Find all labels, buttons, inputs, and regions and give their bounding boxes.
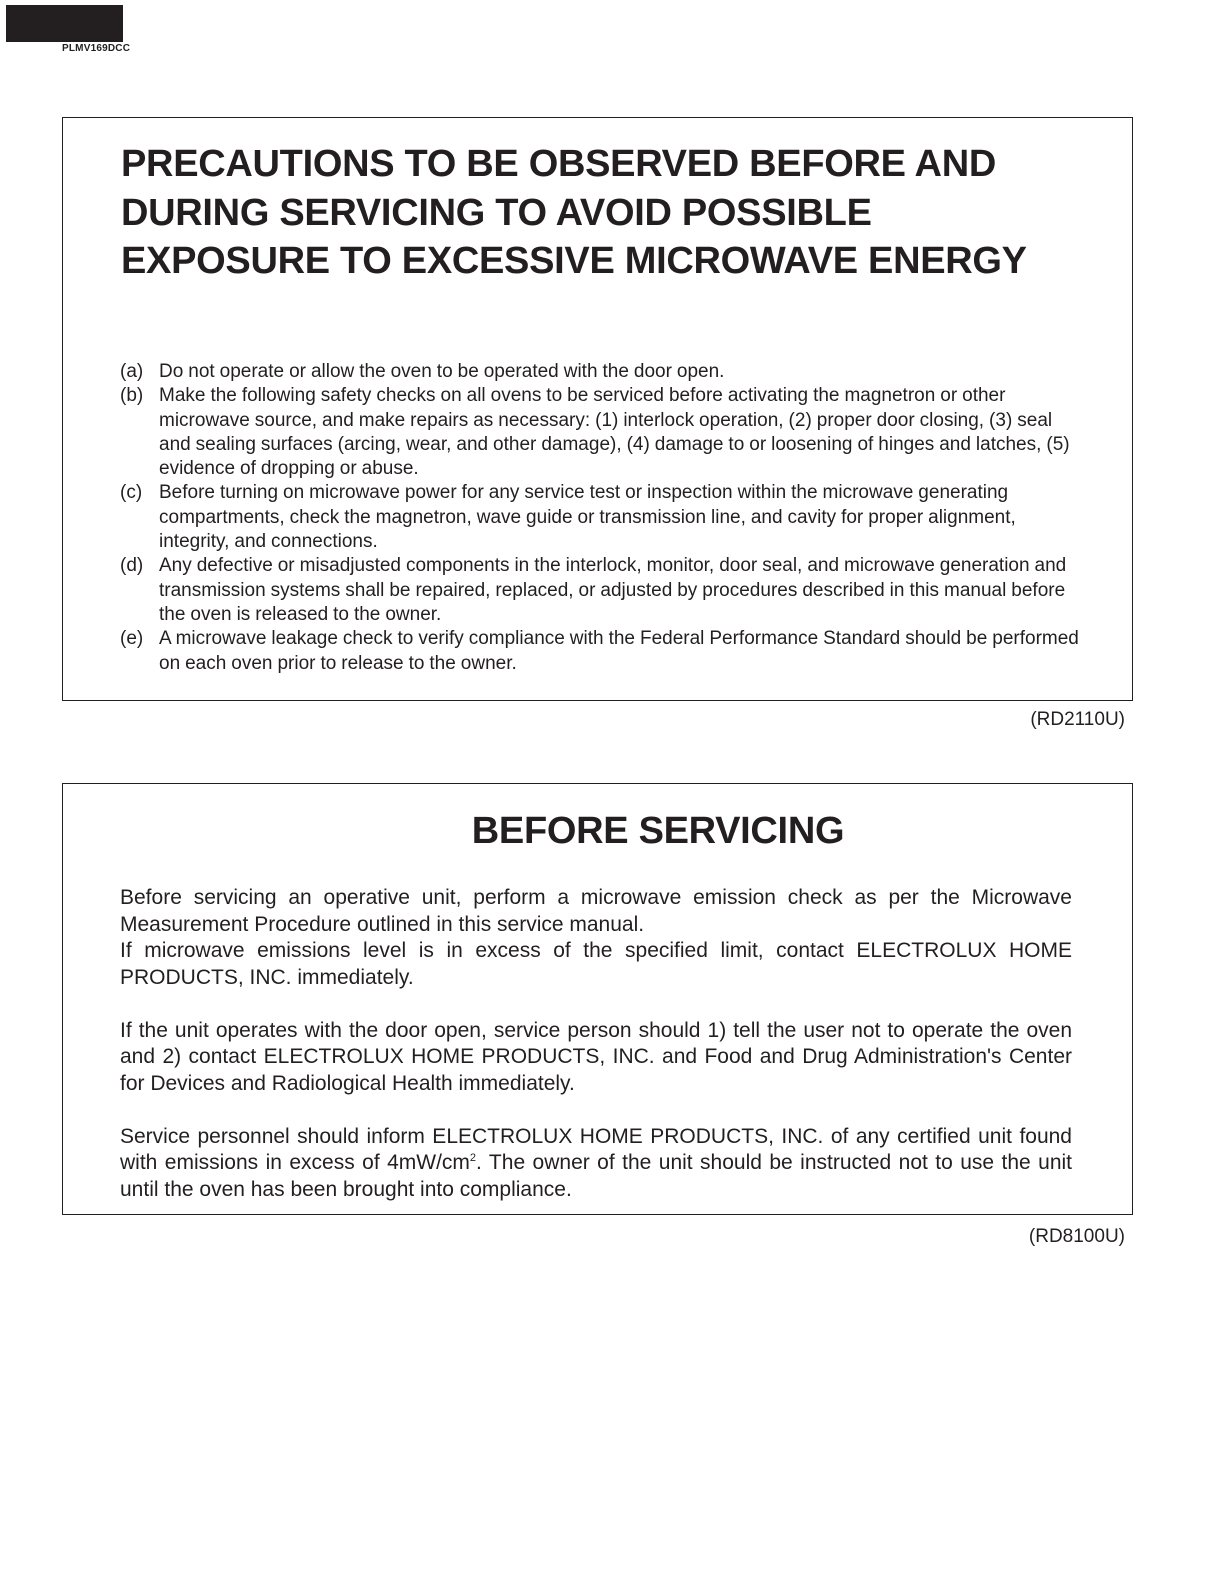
before-servicing-body [120,885,1072,1203]
item-letter: (e) [120,628,144,650]
paragraph-text: . The owner of the unit should be instructed not to use the unit until the oven has been brought into compliance. [120,1151,1072,1201]
paragraph [120,885,1072,991]
paragraph [120,1124,1072,1204]
precautions-section [62,117,1133,701]
before-servicing-ref-code: (RD8100U) [1028,1226,1125,1247]
paragraph: If the unit operates with the door open, service person should 1) tell the user not to operate the oven and 2) contact ELECTROLUX HOME PRODUCTS, INC. and Food and Drug Administration's Center for Devices and Radiological Health immediately. [120,1018,1072,1095]
paragraph-line: Before servicing an operative unit, perform a microwave emission check as per the Microwave Measurement Procedure outlined in this service manual. [120,886,1072,936]
before-servicing-title: BEFORE SERVICING [471,810,845,852]
item-text: Make the following safety checks on all ovens to be serviced before activating the magnetron or other microwave source, and make repairs as necessary: (1) interlock operation, (2) proper door closing, (3) seal and sealing surfaces (arcing, wear, and other damage), (4) damage to or loosening of hinges and latches, (5) evidence of dropping or abuse. [159,385,1070,480]
item-letter: (b) [120,385,144,407]
item-text: Before turning on microwave power for any service test or inspection within the microwave generating compartments, check the magnetron, wave guide or transmission line, and cavity for proper alignment, integrity, and connections. [159,482,1016,553]
before-servicing-section [62,783,1133,1215]
header-bar [6,5,123,42]
precautions-title: PRECAUTIONS TO BE OBSERVED BEFORE AND DURING SERVICING TO AVOID POSSIBLE EXPOSURE TO EXCESSIVE MICROWAVE ENERGY [121,143,1027,282]
item-letter: (d) [120,555,144,577]
precautions-list [120,360,1080,676]
item-text: Any defective or misadjusted components in the interlock, monitor, door seal, and microwave generation and transmission systems shall be repaired, replaced, or adjusted by procedures described in this manual before the oven is released to the owner. [159,555,1067,625]
item-letter: (c) [120,482,143,504]
list-item [120,554,1080,627]
list-item [120,481,1080,554]
item-text: A microwave leakage check to verify compliance with the Federal Performance Standard should be performed on each oven prior to release to the owner. [159,628,1079,674]
precautions-ref-code: (RD2110U) [1030,709,1125,730]
item-text: Do not operate or allow the oven to be operated with the door open. [159,361,725,382]
item-letter: (a) [120,361,144,382]
superscript: 2 [469,1152,477,1164]
list-item [120,627,1080,676]
paragraph-line: If microwave emissions level is in excess of the specified limit, contact ELECTROLUX HOME PRODUCTS, INC. immediately. [120,939,1072,989]
list-item [120,384,1080,481]
model-code: PLMV169DCC [62,43,131,54]
paragraph-text: Service personnel should inform ELECTROLUX HOME PRODUCTS, INC. of any certified unit found with emissions in excess of 4mW/cm [120,1124,1072,1174]
list-item [120,360,1080,384]
